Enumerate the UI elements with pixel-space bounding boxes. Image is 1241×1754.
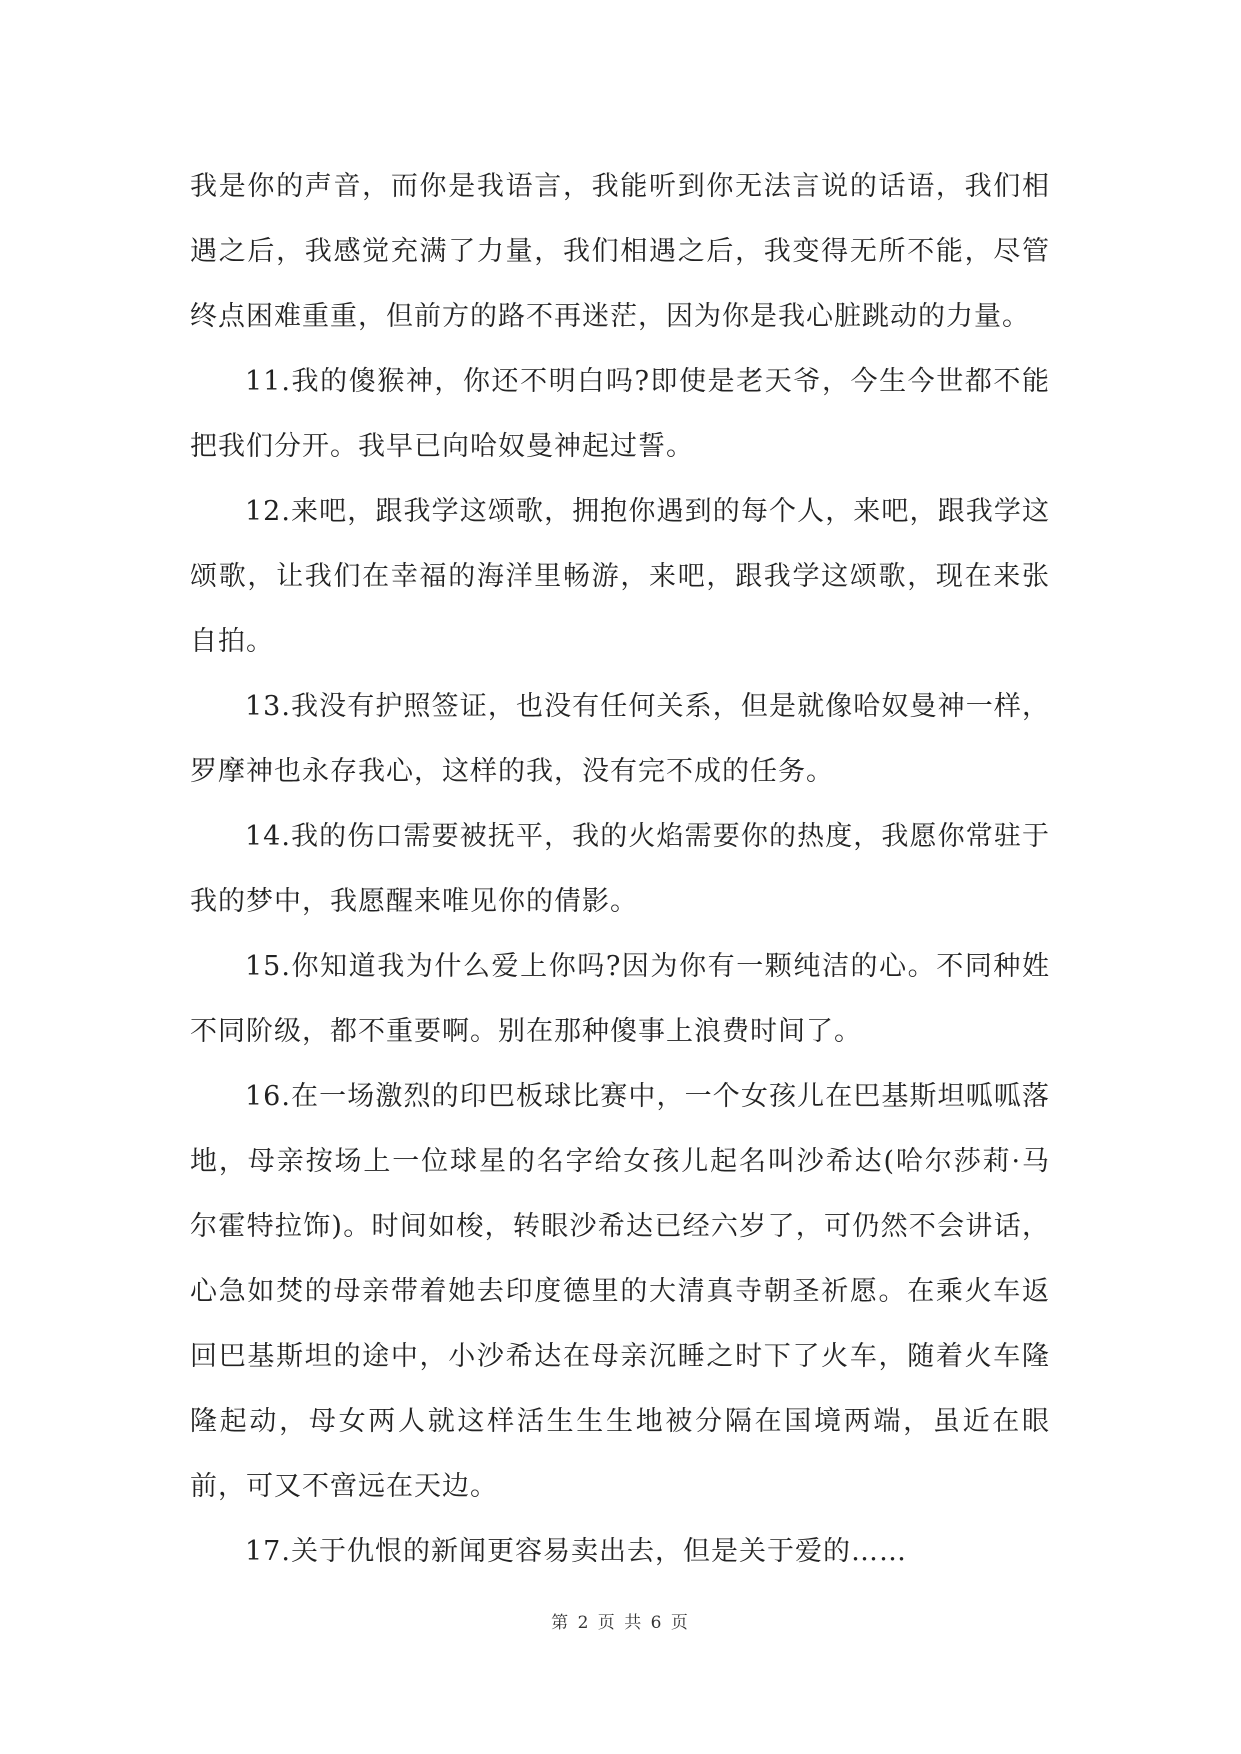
paragraph-15: 15.你知道我为什么爱上你吗?因为你有一颗纯洁的心。不同种姓不同阶级，都不重要啊。别在那种傻事上浪费时间了。 [190, 951, 1050, 1047]
paragraph-14: 14.我的伤口需要被抚平，我的火焰需要你的热度，我愿你常驻于我的梦中，我愿醒来唯见你的倩影。 [190, 821, 1050, 917]
paragraph-continuation: 我是你的声音，而你是我语言，我能听到你无法言说的话语，我们相遇之后，我感觉充满了力量，我们相遇之后，我变得无所不能，尽管终点困难重重，但前方的路不再迷茫，因为你是我心脏跳动的力量。 [190, 171, 1050, 332]
document-body [190, 154, 1050, 1584]
paragraph-17: 17.关于仇恨的新闻更容易卖出去，但是关于爱的…… [245, 1536, 907, 1567]
page-number-footer: 第 2 页 共 6 页 [551, 1613, 690, 1633]
paragraph-16: 16.在一场激烈的印巴板球比赛中，一个女孩儿在巴基斯坦呱呱落地，母亲按场上一位球星的名字给女孩儿起名叫沙希达(哈尔莎莉·马尔霍特拉饰)。时间如梭，转眼沙希达已经六岁了，可仍然不会讲话，心急如焚的母亲带着她去印度德里的大清真寺朝圣祈愿。在乘火车返回巴基斯坦的途中，小沙希达在母亲沉睡之时下了火车，随着火车隆隆起动，母女两人就这样活生生生地被分隔在国境两端，虽近在眼前，可又不啻远在天边。 [190, 1081, 1050, 1502]
paragraph-12: 12.来吧，跟我学这颂歌，拥抱你遇到的每个人，来吧，跟我学这颂歌，让我们在幸福的海洋里畅游，来吧，跟我学这颂歌，现在来张自拍。 [190, 496, 1050, 657]
paragraph-13: 13.我没有护照签证，也没有任何关系，但是就像哈奴曼神一样，罗摩神也永存我心，这样的我，没有完不成的任务。 [190, 691, 1050, 787]
paragraph-11: 11.我的傻猴神，你还不明白吗?即使是老天爷，今生今世都不能把我们分开。我早已向哈奴曼神起过誓。 [190, 366, 1050, 462]
